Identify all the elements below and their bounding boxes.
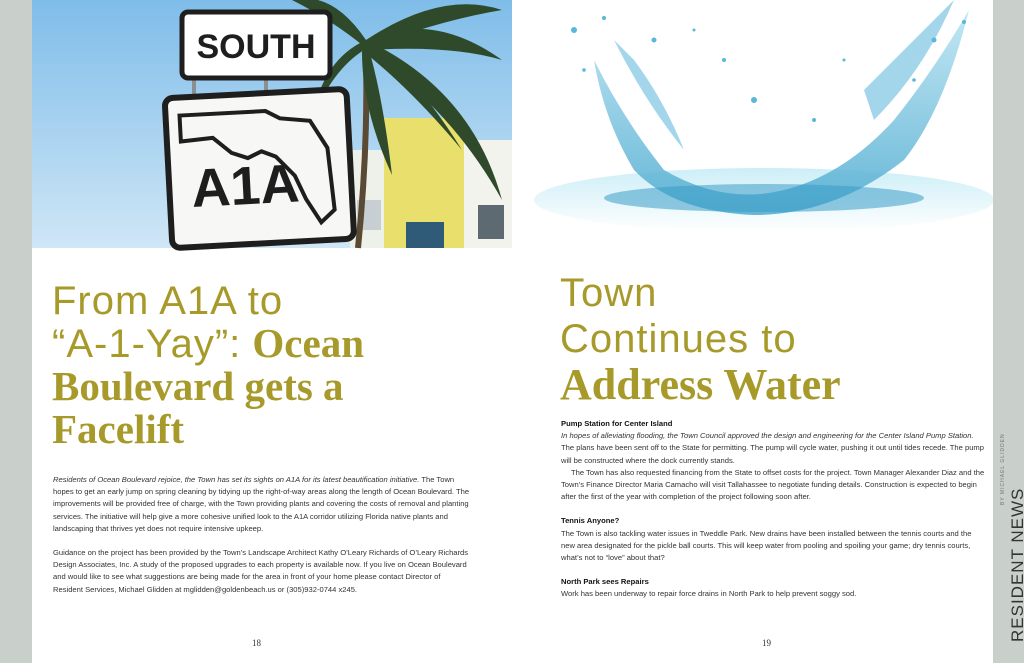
right-title-bold-1: Address Water	[560, 360, 841, 409]
left-margin-band	[0, 0, 32, 663]
right-title-light-1: Town	[560, 271, 658, 315]
byline: BY MICHAEL GLIDDEN	[1000, 433, 1006, 505]
north-park-paragraph: Work has been underway to repair force drains in North Park to help prevent soggy sod.	[561, 589, 857, 599]
left-paragraph-1	[53, 474, 471, 535]
section-heading-pump-station: Pump Station for Center Island	[561, 419, 673, 428]
left-title-bold-3: Facelift	[52, 406, 185, 452]
pump-station-paragraph-2: The Town has also requested financing from the State to offset costs for the project. Town Manager Alexander Diaz and the Town’s Finance Director Maria Camacho will visit Tallahassee to negotiate funding details. Construction is expected to begin after the first of the year with completion of the project following soon after.	[561, 467, 985, 502]
left-title-bold-1: Ocean	[252, 320, 364, 366]
left-article-title	[52, 280, 472, 451]
section-label-resident-news: RESIDENT NEWS	[1008, 487, 1027, 642]
sign-a1a-text: A1A	[189, 153, 301, 220]
sign-south-text: SOUTH	[196, 28, 316, 66]
pump-station-paragraph-1	[561, 430, 985, 467]
right-article-title	[560, 270, 980, 409]
right-title-light-2: Continues to	[560, 317, 797, 361]
left-paragraph-1-rest: The Town hopes to get an early jump on spring cleaning by tidying up the right-of-way areas along the length of Ocean Boulevard. The improvements will be provided free of charge, with the Town providing plants and covering the costs of removal and planting services. The initiative will help give a more cohesive unified look to the A1A corridor utilizing Florida native plants and landscaping that thrives yet does not require intensive upkeep.	[53, 475, 470, 533]
section-heading-north-park: North Park sees Repairs	[561, 577, 649, 587]
section-heading-tennis: Tennis Anyone?	[561, 516, 620, 526]
pump-station-rest: The plans have been sent off to the State for permitting. The pump will cycle water, pushing it out until tides recede. The pump will be constructed where the dock currently stands.	[561, 443, 984, 465]
left-title-light-2: “A-1-Yay”:	[52, 322, 242, 366]
tennis-paragraph: The Town is also tackling water issues in Tweddle Park. New drains have been installed between the tennis courts and the new area designated for the pickle ball courts. This will keep water from pooling and spoiling your game; dry tennis courts, what’s not to “love” about that?	[561, 528, 972, 563]
page-number-right: 19	[762, 638, 771, 648]
a1a-sign-photo	[32, 0, 512, 248]
magazine-spread	[32, 0, 993, 663]
left-title-bold-2: Boulevard gets a	[52, 363, 344, 409]
pump-station-lead: In hopes of alleviating flooding, the Town Council approved the design and engineering for the Center Island Pump Station.	[561, 431, 974, 441]
left-paragraph-1-lead: Residents of Ocean Boulevard rejoice, the Town has set its sights on A1A for its latest beautification initiative.	[53, 475, 420, 484]
left-paragraph-2: Guidance on the project has been provided by the Town’s Landscape Architect Kathy O’Leary Richards of O’Leary Richards Design Associates, Inc. A study of the proposed upgrades to each property is available now. If you live on Ocean Boulevard and would like to see what suggestions are being made for the area in front of your home please contact Director of Resident Services, Michael Glidden at mglidden@goldenbeach.us or (305)932-0744 x245.	[53, 548, 469, 594]
water-splash-photo	[514, 0, 993, 248]
page-number-left: 18	[252, 638, 261, 648]
left-title-light-1: From A1A to	[52, 279, 284, 323]
left-article-body	[53, 474, 471, 596]
right-article-body	[561, 418, 985, 601]
